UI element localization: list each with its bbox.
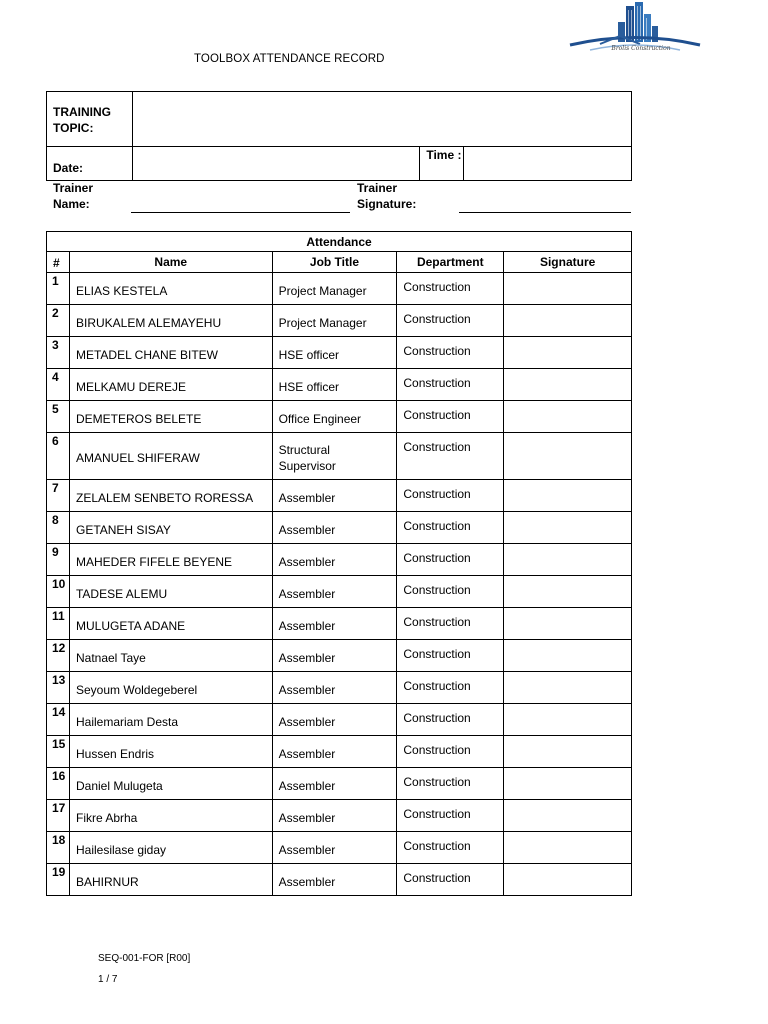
table-row bbox=[47, 305, 632, 337]
attendee-name: Seyoum Woldegeberel bbox=[69, 672, 272, 704]
department: Construction bbox=[397, 337, 504, 369]
row-number: 16 bbox=[47, 768, 70, 800]
table-row bbox=[47, 433, 632, 480]
signature-field[interactable] bbox=[504, 672, 632, 704]
table-row bbox=[47, 576, 632, 608]
attendee-name: BAHIRNUR bbox=[69, 864, 272, 896]
row-number: 18 bbox=[47, 832, 70, 864]
department: Construction bbox=[397, 672, 504, 704]
attendee-name: Fikre Abrha bbox=[69, 800, 272, 832]
trainer-signature-line[interactable] bbox=[459, 212, 631, 213]
attendance-caption: Attendance bbox=[47, 232, 632, 252]
job-title: Assembler bbox=[272, 576, 397, 608]
department: Construction bbox=[397, 832, 504, 864]
date-field[interactable] bbox=[132, 147, 419, 181]
department: Construction bbox=[397, 512, 504, 544]
job-title: HSE officer bbox=[272, 369, 397, 401]
attendance-table bbox=[46, 231, 632, 896]
table-row bbox=[47, 864, 632, 896]
job-title: Assembler bbox=[272, 640, 397, 672]
row-number: 14 bbox=[47, 704, 70, 736]
row-number: 11 bbox=[47, 608, 70, 640]
table-row bbox=[47, 736, 632, 768]
signature-field[interactable] bbox=[504, 800, 632, 832]
row-number: 12 bbox=[47, 640, 70, 672]
department: Construction bbox=[397, 305, 504, 337]
table-row bbox=[47, 273, 632, 305]
job-title: Assembler bbox=[272, 768, 397, 800]
trainer-name-line[interactable] bbox=[131, 212, 350, 213]
row-number: 17 bbox=[47, 800, 70, 832]
attendee-name: Hailemariam Desta bbox=[69, 704, 272, 736]
trainer-name-label: Trainer Name: bbox=[53, 181, 94, 211]
table-row bbox=[47, 608, 632, 640]
signature-field[interactable] bbox=[504, 736, 632, 768]
row-number: 2 bbox=[47, 305, 70, 337]
signature-field[interactable] bbox=[504, 305, 632, 337]
attendee-name: Natnael Taye bbox=[69, 640, 272, 672]
job-title: Structural Supervisor bbox=[272, 433, 397, 480]
page-number: 1 / 7 bbox=[98, 974, 118, 985]
signature-field[interactable] bbox=[504, 640, 632, 672]
attendee-name: BIRUKALEM ALEMAYEHU bbox=[69, 305, 272, 337]
attendee-name: Hussen Endris bbox=[69, 736, 272, 768]
job-title: Assembler bbox=[272, 864, 397, 896]
attendee-name: MULUGETA ADANE bbox=[69, 608, 272, 640]
signature-field[interactable] bbox=[504, 832, 632, 864]
department: Construction bbox=[397, 401, 504, 433]
department: Construction bbox=[397, 544, 504, 576]
training-topic-label: TRAINING TOPIC: bbox=[47, 92, 133, 147]
table-row bbox=[47, 704, 632, 736]
table-row bbox=[47, 337, 632, 369]
column-header-number: # bbox=[47, 252, 70, 273]
row-number: 7 bbox=[47, 480, 70, 512]
job-title: Assembler bbox=[272, 736, 397, 768]
table-row bbox=[47, 672, 632, 704]
row-number: 10 bbox=[47, 576, 70, 608]
table-row bbox=[47, 544, 632, 576]
row-number: 4 bbox=[47, 369, 70, 401]
table-row bbox=[47, 480, 632, 512]
row-number: 3 bbox=[47, 337, 70, 369]
department: Construction bbox=[397, 800, 504, 832]
row-number: 19 bbox=[47, 864, 70, 896]
table-row bbox=[47, 640, 632, 672]
signature-field[interactable] bbox=[504, 480, 632, 512]
attendee-name: DEMETEROS BELETE bbox=[69, 401, 272, 433]
time-field[interactable] bbox=[464, 147, 632, 181]
signature-field[interactable] bbox=[504, 864, 632, 896]
attendee-name: MELKAMU DEREJE bbox=[69, 369, 272, 401]
attendee-name: METADEL CHANE BITEW bbox=[69, 337, 272, 369]
attendee-name: MAHEDER FIFELE BEYENE bbox=[69, 544, 272, 576]
job-title: Assembler bbox=[272, 672, 397, 704]
column-header-name: Name bbox=[69, 252, 272, 273]
job-title: Assembler bbox=[272, 800, 397, 832]
job-title: Assembler bbox=[272, 512, 397, 544]
job-title: Assembler bbox=[272, 608, 397, 640]
page-title: TOOLBOX ATTENDANCE RECORD bbox=[194, 53, 385, 65]
job-title: Assembler bbox=[272, 704, 397, 736]
time-label: Time : bbox=[420, 147, 464, 181]
signature-field[interactable] bbox=[504, 544, 632, 576]
table-row bbox=[47, 401, 632, 433]
attendance-rows bbox=[47, 273, 632, 896]
department: Construction bbox=[397, 433, 504, 480]
department: Construction bbox=[397, 640, 504, 672]
table-row bbox=[47, 768, 632, 800]
attendee-name: Daniel Mulugeta bbox=[69, 768, 272, 800]
job-title: Project Manager bbox=[272, 305, 397, 337]
document-code: SEQ-001-FOR [R00] bbox=[98, 953, 191, 964]
signature-field[interactable] bbox=[504, 273, 632, 305]
date-label: Date: bbox=[47, 147, 133, 181]
signature-field[interactable] bbox=[504, 337, 632, 369]
building-logo-icon bbox=[560, 0, 710, 62]
training-topic-field[interactable] bbox=[132, 92, 631, 147]
job-title: HSE officer bbox=[272, 337, 397, 369]
signature-field[interactable] bbox=[504, 401, 632, 433]
table-row bbox=[47, 512, 632, 544]
job-title: Project Manager bbox=[272, 273, 397, 305]
logo-brand-text: Brolis Construction bbox=[611, 45, 671, 52]
job-title: Office Engineer bbox=[272, 401, 397, 433]
signature-field[interactable] bbox=[504, 704, 632, 736]
signature-field[interactable] bbox=[504, 433, 632, 480]
department: Construction bbox=[397, 608, 504, 640]
attendee-name: GETANEH SISAY bbox=[69, 512, 272, 544]
signature-field[interactable] bbox=[504, 768, 632, 800]
signature-field[interactable] bbox=[504, 369, 632, 401]
department: Construction bbox=[397, 273, 504, 305]
department: Construction bbox=[397, 864, 504, 896]
table-row bbox=[47, 800, 632, 832]
job-title: Assembler bbox=[272, 480, 397, 512]
table-row bbox=[47, 369, 632, 401]
department: Construction bbox=[397, 576, 504, 608]
attendee-name: AMANUEL SHIFERAW bbox=[69, 433, 272, 480]
row-number: 5 bbox=[47, 401, 70, 433]
row-number: 8 bbox=[47, 512, 70, 544]
column-header-job-title: Job Title bbox=[272, 252, 397, 273]
job-title: Assembler bbox=[272, 832, 397, 864]
row-number: 1 bbox=[47, 273, 70, 305]
row-number: 13 bbox=[47, 672, 70, 704]
table-row bbox=[47, 832, 632, 864]
department: Construction bbox=[397, 480, 504, 512]
job-title: Assembler bbox=[272, 544, 397, 576]
attendee-name: ZELALEM SENBETO RORESSA bbox=[69, 480, 272, 512]
signature-field[interactable] bbox=[504, 576, 632, 608]
training-header-table bbox=[46, 91, 632, 181]
row-number: 9 bbox=[47, 544, 70, 576]
attendee-name: TADESE ALEMU bbox=[69, 576, 272, 608]
row-number: 6 bbox=[47, 433, 70, 480]
column-header-signature: Signature bbox=[504, 252, 632, 273]
row-number: 15 bbox=[47, 736, 70, 768]
department: Construction bbox=[397, 736, 504, 768]
attendee-name: ELIAS KESTELA bbox=[69, 273, 272, 305]
attendee-name: Hailesilase giday bbox=[69, 832, 272, 864]
department: Construction bbox=[397, 369, 504, 401]
column-header-department: Department bbox=[397, 252, 504, 273]
signature-field[interactable] bbox=[504, 608, 632, 640]
trainer-signature-label: Trainer Signature: bbox=[357, 181, 417, 211]
department: Construction bbox=[397, 704, 504, 736]
department: Construction bbox=[397, 768, 504, 800]
signature-field[interactable] bbox=[504, 512, 632, 544]
